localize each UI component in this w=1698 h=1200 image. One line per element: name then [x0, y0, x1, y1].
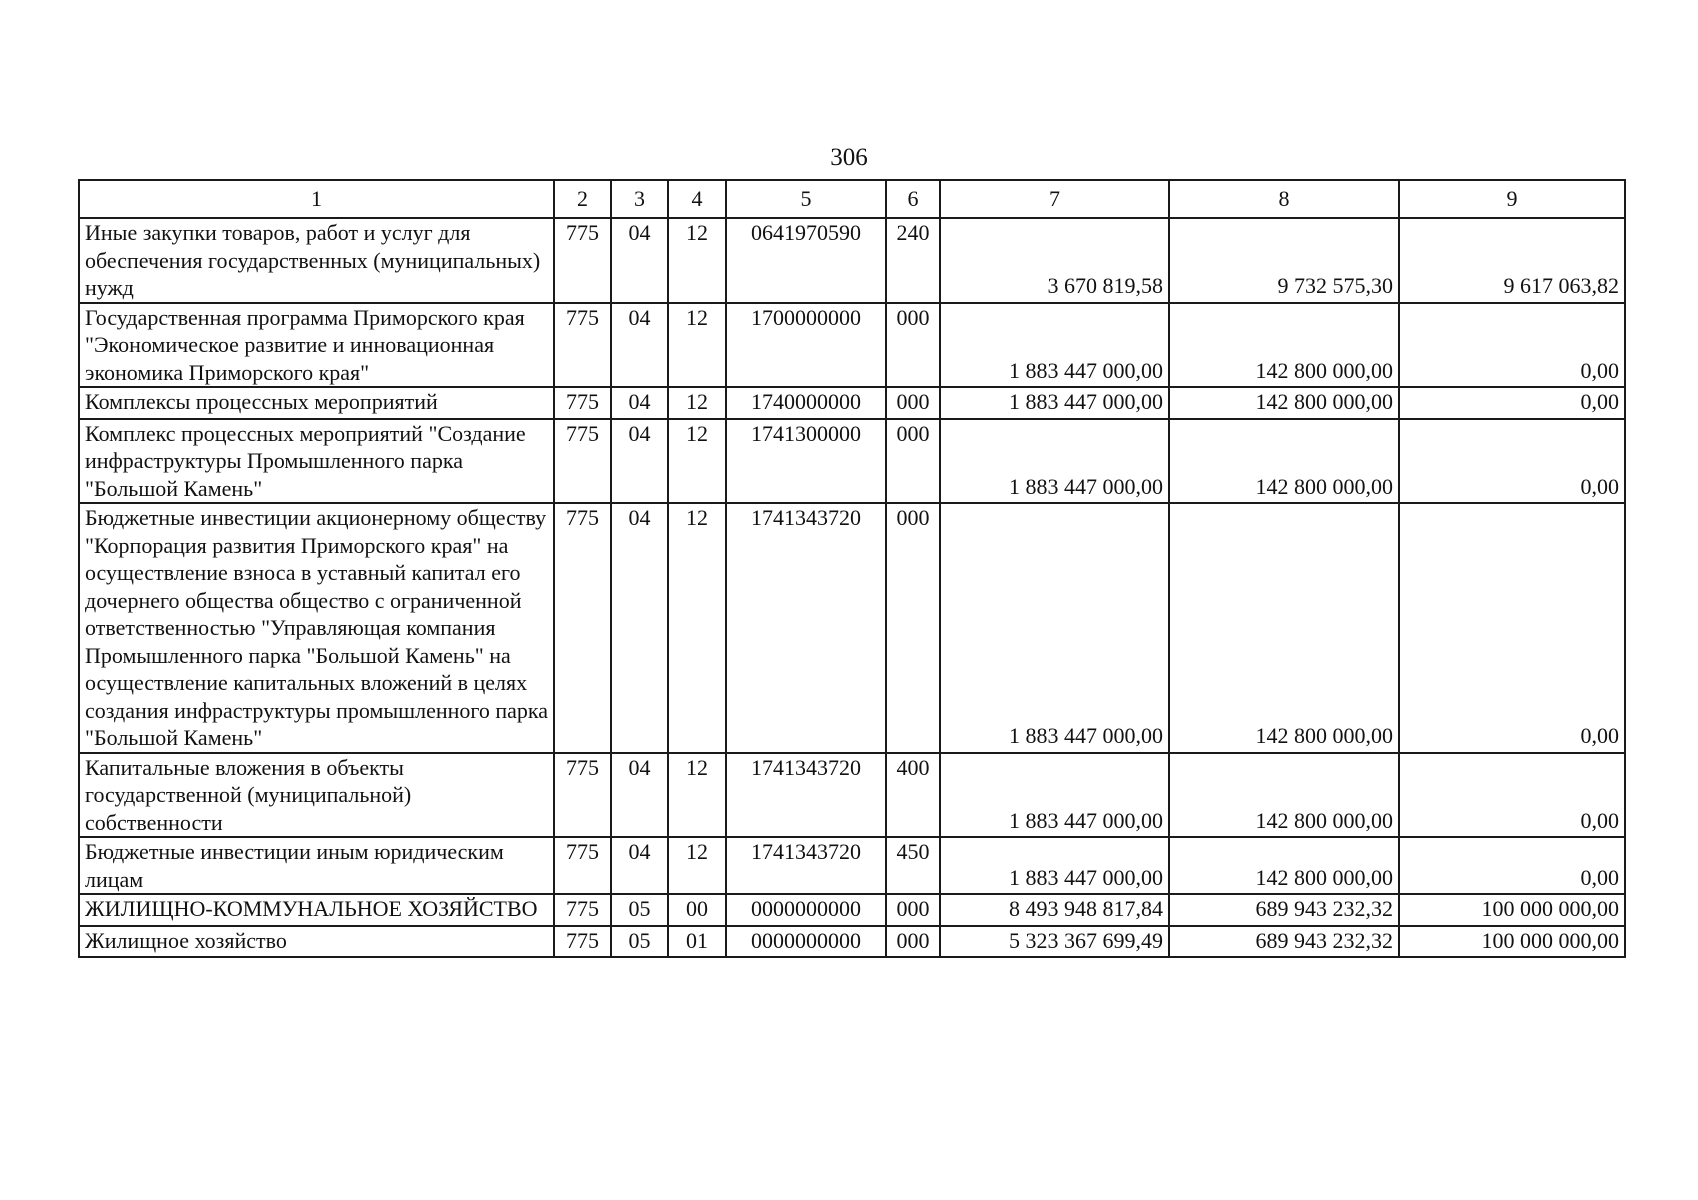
section-code-cell: 04: [611, 419, 668, 504]
target-article-cell: 0000000000: [726, 894, 886, 926]
ved-code-cell: 775: [554, 926, 611, 958]
table-row: [79, 387, 1625, 419]
amount-col7-cell: 1 883 447 000,00: [940, 837, 1169, 894]
column-header: 7: [940, 180, 1169, 218]
expense-type-cell: 000: [886, 894, 940, 926]
ved-code-cell: 775: [554, 303, 611, 388]
target-article-cell: 1740000000: [726, 387, 886, 419]
section-code-cell: 04: [611, 303, 668, 388]
table-row: [79, 218, 1625, 303]
subsection-code-cell: 12: [668, 303, 726, 388]
target-article-cell: 0641970590: [726, 218, 886, 303]
expense-type-cell: 000: [886, 387, 940, 419]
table-row: [79, 894, 1625, 926]
row-name-cell: Комплексы процессных мероприятий: [79, 387, 554, 419]
amount-col9-cell: 0,00: [1399, 503, 1625, 753]
ved-code-cell: 775: [554, 894, 611, 926]
expense-type-cell: 000: [886, 419, 940, 504]
column-header: 1: [79, 180, 554, 218]
table-row: [79, 926, 1625, 958]
amount-col9-cell: 0,00: [1399, 387, 1625, 419]
subsection-code-cell: 12: [668, 419, 726, 504]
row-name-cell: Бюджетные инвестиции иным юридическим лицам: [79, 837, 554, 894]
amount-col7-cell: 1 883 447 000,00: [940, 503, 1169, 753]
target-article-cell: 1741343720: [726, 753, 886, 838]
table-row: [79, 303, 1625, 388]
row-name-cell: Иные закупки товаров, работ и услуг для обеспечения государственных (муниципальных) нужд: [79, 218, 554, 303]
ved-code-cell: 775: [554, 753, 611, 838]
column-header: 3: [611, 180, 668, 218]
target-article-cell: 1741300000: [726, 419, 886, 504]
amount-col8-cell: 142 800 000,00: [1169, 303, 1399, 388]
subsection-code-cell: 12: [668, 753, 726, 838]
section-code-cell: 04: [611, 753, 668, 838]
target-article-cell: 1741343720: [726, 837, 886, 894]
amount-col9-cell: 0,00: [1399, 419, 1625, 504]
amount-col7-cell: 1 883 447 000,00: [940, 303, 1169, 388]
page-number: 306: [830, 144, 868, 171]
table-row: [79, 503, 1625, 753]
ved-code-cell: 775: [554, 837, 611, 894]
amount-col9-cell: 9 617 063,82: [1399, 218, 1625, 303]
target-article-cell: 0000000000: [726, 926, 886, 958]
row-name-cell: Комплекс процессных мероприятий "Создание инфраструктуры Промышленного парка "Большой Камень": [79, 419, 554, 504]
expense-type-cell: 400: [886, 753, 940, 838]
section-code-cell: 04: [611, 218, 668, 303]
subsection-code-cell: 12: [668, 837, 726, 894]
amount-col8-cell: 142 800 000,00: [1169, 837, 1399, 894]
amount-col8-cell: 689 943 232,32: [1169, 894, 1399, 926]
amount-col7-cell: 1 883 447 000,00: [940, 419, 1169, 504]
target-article-cell: 1700000000: [726, 303, 886, 388]
amount-col9-cell: 100 000 000,00: [1399, 926, 1625, 958]
column-header: 4: [668, 180, 726, 218]
section-code-cell: 04: [611, 503, 668, 753]
table-row: [79, 753, 1625, 838]
ved-code-cell: 775: [554, 218, 611, 303]
amount-col7-cell: 1 883 447 000,00: [940, 753, 1169, 838]
column-header: 2: [554, 180, 611, 218]
table-header-row: [79, 180, 1625, 218]
amount-col7-cell: 1 883 447 000,00: [940, 387, 1169, 419]
table-row: [79, 837, 1625, 894]
amount-col8-cell: 142 800 000,00: [1169, 419, 1399, 504]
ved-code-cell: 775: [554, 387, 611, 419]
column-header: 8: [1169, 180, 1399, 218]
section-code-cell: 04: [611, 837, 668, 894]
amount-col8-cell: 689 943 232,32: [1169, 926, 1399, 958]
row-name-cell: Капитальные вложения в объекты государственной (муниципальной) собственности: [79, 753, 554, 838]
section-code-cell: 04: [611, 387, 668, 419]
amount-col9-cell: 0,00: [1399, 837, 1625, 894]
target-article-cell: 1741343720: [726, 503, 886, 753]
amount-col9-cell: 100 000 000,00: [1399, 894, 1625, 926]
row-name-cell: ЖИЛИЩНО-КОММУНАЛЬНОЕ ХОЗЯЙСТВО: [79, 894, 554, 926]
amount-col8-cell: 142 800 000,00: [1169, 387, 1399, 419]
expense-type-cell: 000: [886, 303, 940, 388]
section-code-cell: 05: [611, 926, 668, 958]
ved-code-cell: 775: [554, 503, 611, 753]
row-name-cell: Государственная программа Приморского края "Экономическое развитие и инновационная экономика Приморского края": [79, 303, 554, 388]
amount-col7-cell: 5 323 367 699,49: [940, 926, 1169, 958]
amount-col9-cell: 0,00: [1399, 303, 1625, 388]
section-code-cell: 05: [611, 894, 668, 926]
amount-col7-cell: 3 670 819,58: [940, 218, 1169, 303]
amount-col8-cell: 142 800 000,00: [1169, 503, 1399, 753]
column-header: 9: [1399, 180, 1625, 218]
row-name-cell: Бюджетные инвестиции акционерному обществу "Корпорация развития Приморского края" на осуществление взноса в уставный капитал его дочернего общества общество с ограниченной ответственностью "Управляющая компания Промышленного парка "Большой Камень" на осуществление капитальных вложений в целях создания инфраструктуры промышленного парка "Большой Камень": [79, 503, 554, 753]
subsection-code-cell: 00: [668, 894, 726, 926]
column-header: 6: [886, 180, 940, 218]
amount-col8-cell: 9 732 575,30: [1169, 218, 1399, 303]
subsection-code-cell: 12: [668, 218, 726, 303]
expense-type-cell: 450: [886, 837, 940, 894]
expense-type-cell: 240: [886, 218, 940, 303]
expense-type-cell: 000: [886, 926, 940, 958]
amount-col8-cell: 142 800 000,00: [1169, 753, 1399, 838]
amount-col7-cell: 8 493 948 817,84: [940, 894, 1169, 926]
amount-col9-cell: 0,00: [1399, 753, 1625, 838]
subsection-code-cell: 12: [668, 503, 726, 753]
budget-table: [78, 179, 1626, 958]
expense-type-cell: 000: [886, 503, 940, 753]
subsection-code-cell: 12: [668, 387, 726, 419]
table-row: [79, 419, 1625, 504]
subsection-code-cell: 01: [668, 926, 726, 958]
ved-code-cell: 775: [554, 419, 611, 504]
row-name-cell: Жилищное хозяйство: [79, 926, 554, 958]
column-header: 5: [726, 180, 886, 218]
